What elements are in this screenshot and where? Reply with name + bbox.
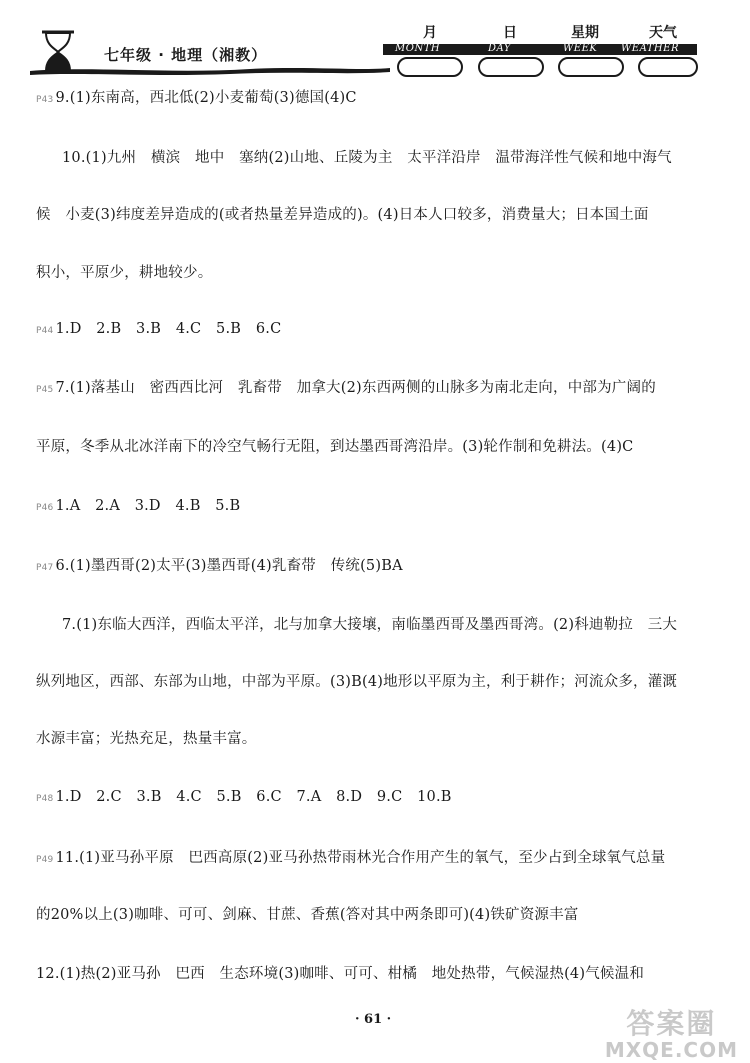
watermark-line-2: MXQE.COM	[604, 1038, 738, 1062]
answer-line	[36, 435, 633, 456]
page-marker: P46	[36, 503, 54, 513]
answer-line	[36, 317, 281, 338]
answer-text: 1.D 2.B 3.B 4.C 5.B 6.C	[55, 321, 282, 337]
answer-text: 1.A 2.A 3.D 4.B 5.B	[55, 498, 241, 514]
answer-line	[36, 261, 212, 282]
day-label: 日	[503, 25, 517, 41]
answer-text: 7.(1)东临大西洋，西临太平洋，北与加拿大接壤，南临墨西哥及墨西哥湾。(2)科迪勒拉 三大	[62, 617, 678, 633]
answer-text: 7.(1)落基山 密西西比河 乳畜带 加拿大(2)东西两侧的山脉多为南北走向，中部为广阔的	[55, 380, 656, 396]
answer-text: 水源丰富；光热充足，热量丰富。	[36, 731, 257, 747]
watermark-line-1: 答案圈	[626, 1007, 717, 1040]
answer-line	[36, 376, 656, 397]
answer-text: 平原，冬季从北冰洋南下的冷空气畅行无阻，到达墨西哥湾沿岸。(3)轮作制和免耕法。(4)C	[36, 439, 634, 455]
date-label-bar	[383, 44, 697, 55]
answer-text: 1.D 2.C 3.B 4.C 5.B 6.C 7.A 8.D 9.C 10.B	[55, 789, 452, 805]
answer-line	[36, 785, 452, 806]
day-label-en: DAY	[488, 43, 511, 54]
answer-line	[36, 86, 357, 107]
answer-text: 12.(1)热(2)亚马孙 巴西 生态环境(3)咖啡、可可、柑橘 地处热带，气候湿热(4)气候温和	[36, 966, 645, 982]
page-marker: P49	[36, 855, 54, 865]
answer-line	[36, 846, 665, 867]
page-marker: P48	[36, 794, 54, 804]
answer-line	[36, 203, 649, 224]
page-number: · 61 ·	[355, 1012, 392, 1027]
answer-text: 纵列地区，西部、东部为山地，中部为平原。(3)B(4)地形以平原为主，利于耕作；河流众多，灌溉	[36, 674, 678, 690]
answer-line	[36, 494, 240, 515]
answer-text: 6.(1)墨西哥(2)太平(3)墨西哥(4)乳畜带 传统(5)BA	[55, 558, 403, 574]
answer-line	[62, 613, 677, 634]
weather-label: 天气	[649, 25, 677, 41]
answer-text: 的20%以上(3)咖啡、可可、剑麻、甘蔗、香蕉(答对其中两条即可)(4)铁矿资源丰富	[36, 907, 579, 923]
answer-text: 10.(1)九州 横滨 地中 塞纳(2)山地、丘陵为主 太平洋沿岸 温带海洋性气候和地中海气	[62, 150, 672, 166]
month-field	[397, 57, 463, 77]
month-label-en: MONTH	[395, 43, 441, 54]
answer-line	[36, 554, 403, 575]
week-field	[558, 57, 624, 77]
date-labels	[385, 22, 695, 42]
answer-line	[36, 727, 257, 748]
weather-label-en: WEATHER	[621, 43, 679, 54]
answer-line	[36, 670, 677, 691]
page-marker: P45	[36, 385, 54, 395]
page-header	[0, 0, 750, 80]
page-marker: P44	[36, 326, 54, 336]
answer-line	[36, 903, 579, 924]
answer-line	[36, 962, 644, 983]
week-label: 星期	[571, 25, 599, 41]
answer-text: 积小，平原少，耕地较少。	[36, 265, 213, 281]
answer-line	[62, 146, 672, 167]
day-field	[478, 57, 544, 77]
brush-stroke-divider	[30, 62, 390, 76]
answer-text: 11.(1)亚马孙平原 巴西高原(2)亚马孙热带雨林光合作用产生的氧气，至少占到全球氧气总量	[55, 850, 666, 866]
week-label-en: WEEK	[563, 43, 598, 54]
grade-subject-title: 七年级 · 地理（湘教）	[104, 46, 268, 64]
weather-field	[638, 57, 698, 77]
month-label: 月	[423, 25, 437, 41]
watermark-logo	[605, 1002, 738, 1062]
answer-text: 9.(1)东南高，西北低(2)小麦葡萄(3)德国(4)C	[55, 90, 357, 106]
answer-text: 候 小麦(3)纬度差异造成的(或者热量差异造成的)。(4)日本人口较多，消费量大；日本国土面	[36, 207, 649, 223]
page-marker: P47	[36, 563, 54, 573]
page-marker: P43	[36, 95, 54, 105]
